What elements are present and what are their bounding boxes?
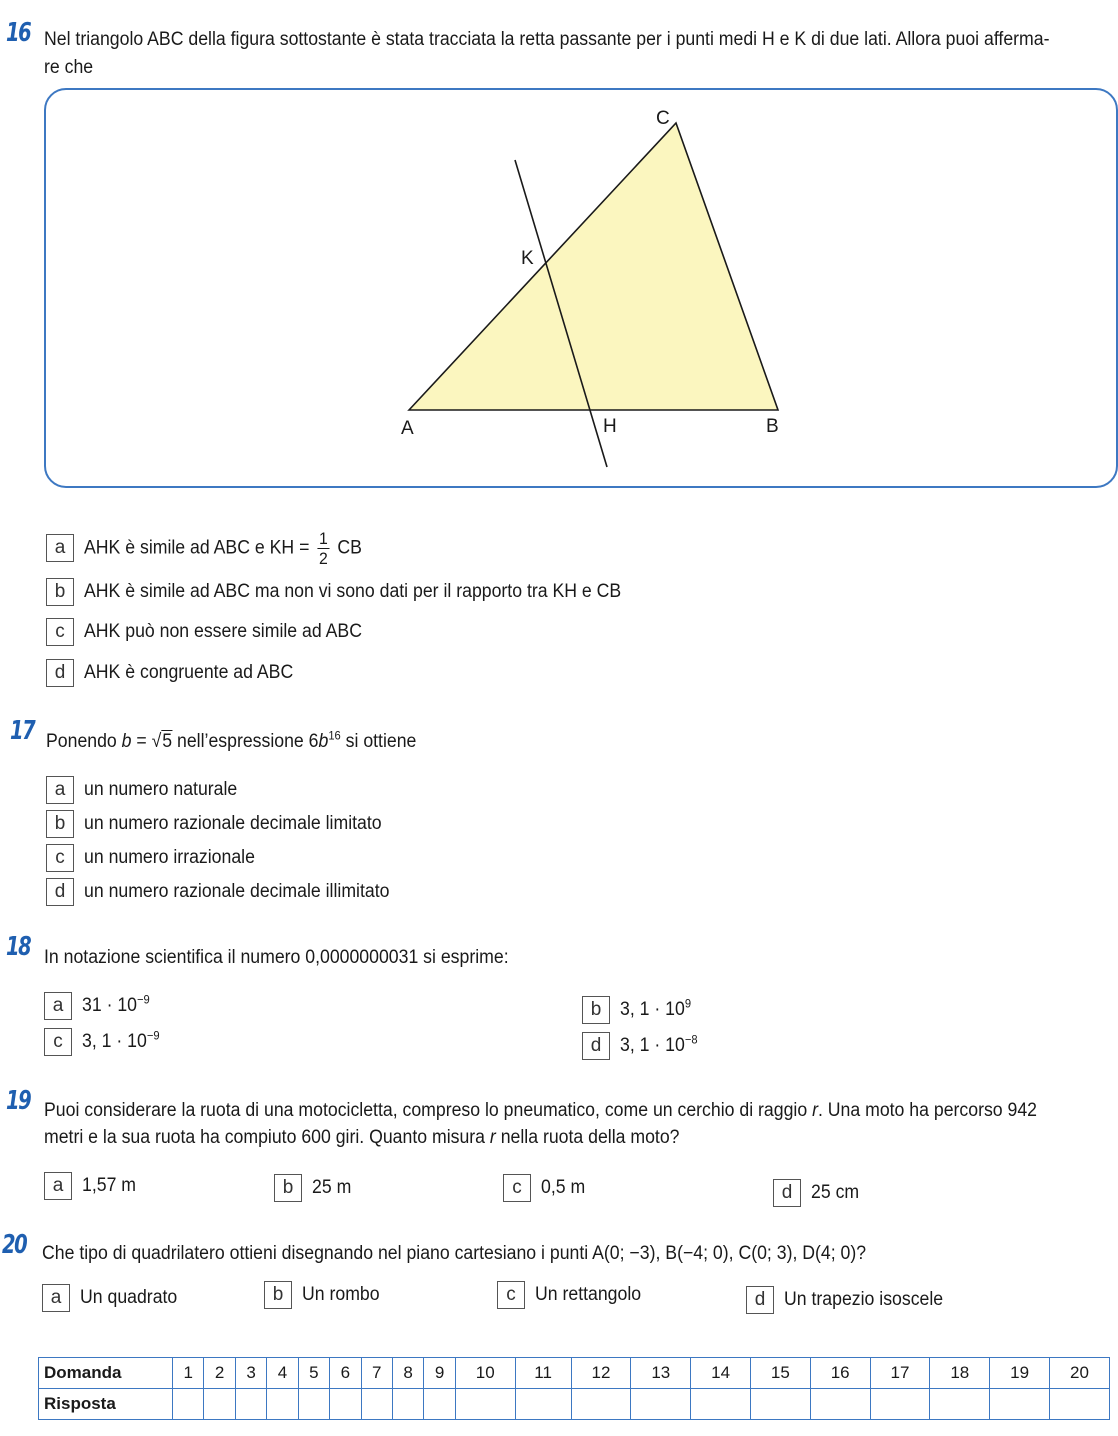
answer-cell[interactable] [691, 1389, 751, 1420]
option-letter-box: d [773, 1179, 801, 1207]
q20-option-b[interactable] [264, 1279, 385, 1311]
q16-option-b[interactable] [46, 576, 662, 608]
domanda-header: Domanda [39, 1358, 173, 1389]
question-col-20: 20 [1049, 1358, 1109, 1389]
q20-option-b-text: Un rombo [302, 1284, 380, 1305]
q20-option-a[interactable] [42, 1282, 185, 1314]
fraction-one-half [317, 529, 330, 568]
question-number-18: 18 [6, 932, 31, 962]
answer-table-answer-row [39, 1389, 1110, 1420]
q18-d-exp: −8 [684, 1032, 698, 1047]
answer-cell[interactable] [392, 1389, 423, 1420]
question-18-text: In notazione scientifica il numero 0,0000000031 si esprime: [44, 947, 509, 968]
option-letter-box: c [497, 1281, 525, 1309]
q20-option-a-text: Un quadrato [80, 1287, 178, 1308]
question-17-text [46, 728, 416, 755]
q18-option-b-text [620, 996, 692, 1021]
q16-option-d-text: AHK è congruente ad ABC [84, 662, 294, 683]
question-19-text-line1 [44, 1097, 1037, 1124]
q17-exponent: 16 [328, 728, 341, 743]
question-16-text-line1: Nel triangolo ABC della figura sottostante è stata tracciata la retta passante per i punti medi H e K di due lati. Allora puoi afferma- [44, 29, 1050, 50]
q17-option-d[interactable] [46, 876, 412, 908]
question-col-11: 11 [515, 1358, 571, 1389]
option-letter-box: c [46, 618, 74, 646]
question-16-text-line2: re che [44, 57, 94, 78]
q16-option-d[interactable] [46, 657, 309, 689]
q18-option-a[interactable] [44, 990, 155, 1022]
q17-option-b-text: un numero razionale decimale limitato [84, 813, 382, 834]
option-letter-box: c [44, 1028, 72, 1056]
option-letter-box: c [503, 1174, 531, 1202]
answer-cell[interactable] [810, 1389, 870, 1420]
q18-a-exp: −9 [137, 992, 150, 1007]
option-letter-box: d [582, 1032, 610, 1060]
q17-option-c[interactable] [46, 842, 268, 874]
q17-eq: = √ [131, 731, 162, 752]
q19-option-a-text: 1,57 m [82, 1175, 137, 1196]
question-col-2: 2 [204, 1358, 235, 1389]
q17-option-d-text: un numero razionale decimale illimitato [84, 881, 390, 902]
q17-text-post: si ottiene [340, 731, 417, 752]
q19-option-b-text: 25 m [312, 1177, 352, 1198]
answer-cell[interactable] [515, 1389, 571, 1420]
q16-a-text-post: CB [337, 537, 362, 559]
question-number-17: 17 [10, 716, 35, 746]
triangle-figure [46, 90, 1116, 486]
question-19-text-line2 [44, 1124, 679, 1151]
question-number-20: 20 [2, 1230, 27, 1260]
q20-option-d-text: Un trapezio isoscele [784, 1289, 944, 1310]
option-letter-box: c [46, 844, 74, 872]
q18-option-d[interactable] [582, 1030, 703, 1062]
q17-var-b2: b [318, 731, 329, 752]
q17-radicand: 5 [162, 731, 173, 752]
answer-cell[interactable] [235, 1389, 266, 1420]
answer-cell[interactable] [930, 1389, 990, 1420]
q19-var-r2: r [489, 1127, 496, 1148]
q18-d-base: 3, 1 · 10 [620, 1035, 685, 1056]
answer-cell[interactable] [361, 1389, 392, 1420]
q19-line1-post: . Una moto ha percorso 942 [817, 1100, 1038, 1121]
answer-cell[interactable] [750, 1389, 810, 1420]
question-col-9: 9 [424, 1358, 455, 1389]
q20-option-c-text: Un rettangolo [535, 1284, 642, 1305]
option-letter-box: d [46, 878, 74, 906]
q17-text-mid: nell’espressione 6 [172, 731, 319, 752]
answer-table [38, 1357, 1110, 1420]
q19-option-c[interactable] [503, 1172, 589, 1204]
question-number-19: 19 [6, 1086, 31, 1116]
question-col-17: 17 [870, 1358, 930, 1389]
question-number-16: 16 [6, 18, 31, 48]
option-letter-box: d [46, 659, 74, 687]
q16-option-a-text [84, 529, 362, 568]
q20-option-c[interactable] [497, 1279, 649, 1311]
q18-c-exp: −9 [146, 1028, 160, 1043]
answer-cell[interactable] [330, 1389, 361, 1420]
question-col-1: 1 [173, 1358, 204, 1389]
frac-numerator: 1 [318, 528, 328, 548]
q18-a-base: 31 · 10 [82, 995, 138, 1016]
option-letter-box: a [44, 1172, 72, 1200]
q18-option-c-text [82, 1028, 160, 1053]
risposta-header: Risposta [39, 1389, 173, 1420]
q19-line2-post: nella ruota della moto? [495, 1127, 680, 1148]
question-col-5: 5 [298, 1358, 329, 1389]
frac-denominator: 2 [318, 548, 328, 568]
q16-option-b-text: AHK è simile ad ABC ma non vi sono dati per il rapporto tra KH e CB [84, 581, 622, 602]
q18-option-c[interactable] [44, 1026, 165, 1058]
answer-cell[interactable] [870, 1389, 930, 1420]
answer-cell[interactable] [298, 1389, 329, 1420]
question-col-8: 8 [392, 1358, 423, 1389]
q17-option-a-text: un numero naturale [84, 779, 238, 800]
q18-option-b[interactable] [582, 994, 696, 1026]
q19-option-b[interactable] [274, 1172, 354, 1204]
question-col-12: 12 [571, 1358, 631, 1389]
option-letter-box: b [46, 810, 74, 838]
answer-cell[interactable] [267, 1389, 298, 1420]
question-col-16: 16 [810, 1358, 870, 1389]
q16-option-c[interactable] [46, 616, 383, 648]
q18-c-base: 3, 1 · 10 [82, 1031, 147, 1052]
q16-option-c-text: AHK può non essere simile ad ABC [84, 621, 362, 642]
option-letter-box: a [44, 992, 72, 1020]
q19-line1-pre: Puoi considerare la ruota di una motocicletta, compreso lo pneumatico, come un cerchio di raggio [44, 1100, 813, 1121]
q18-option-d-text [620, 1032, 698, 1057]
question-col-3: 3 [235, 1358, 266, 1389]
q19-line2-pre: metri e la sua ruota ha compiuto 600 giri. Quanto misura [44, 1127, 490, 1148]
q19-option-d[interactable] [773, 1177, 863, 1209]
question-col-14: 14 [691, 1358, 751, 1389]
q16-option-a[interactable] [46, 528, 383, 568]
q16-a-text-pre: AHK è simile ad ABC e KH = [84, 537, 310, 559]
question-20-text: Che tipo di quadrilatero ottieni disegnando nel piano cartesiano i punti A(0; −3), B(−4; 0), C(0; 3), D(4; 0)? [42, 1243, 867, 1264]
answer-cell[interactable] [1049, 1389, 1109, 1420]
question-col-19: 19 [990, 1358, 1050, 1389]
question-col-13: 13 [631, 1358, 691, 1389]
q19-option-d-text: 25 cm [811, 1182, 860, 1203]
answer-cell[interactable] [631, 1389, 691, 1420]
q19-option-c-text: 0,5 m [541, 1177, 586, 1198]
question-col-10: 10 [455, 1358, 515, 1389]
label-a: A [401, 418, 414, 439]
answer-table-header-row [39, 1358, 1110, 1389]
option-letter-box: b [264, 1281, 292, 1309]
triangle-figure-box [44, 88, 1118, 488]
question-col-18: 18 [930, 1358, 990, 1389]
question-col-6: 6 [330, 1358, 361, 1389]
option-letter-box: a [42, 1284, 70, 1312]
q18-b-exp: 9 [684, 996, 692, 1011]
question-col-7: 7 [361, 1358, 392, 1389]
q18-b-base: 3, 1 · 10 [620, 999, 685, 1020]
q20-option-d[interactable] [746, 1284, 955, 1316]
answer-cell[interactable] [455, 1389, 515, 1420]
label-k: K [521, 248, 534, 269]
option-letter-box: b [274, 1174, 302, 1202]
option-letter-box: d [746, 1286, 774, 1314]
q17-option-b[interactable] [46, 808, 404, 840]
answer-cell[interactable] [204, 1389, 235, 1420]
q17-var-b: b [121, 731, 132, 752]
question-col-4: 4 [267, 1358, 298, 1389]
q17-option-c-text: un numero irrazionale [84, 847, 255, 868]
label-h: H [603, 416, 617, 437]
q19-var-r: r [812, 1100, 818, 1121]
answer-cell[interactable] [571, 1389, 631, 1420]
q18-option-a-text [82, 992, 150, 1017]
triangle-abc [409, 123, 778, 410]
option-letter-box: a [46, 534, 74, 562]
label-c: C [656, 108, 670, 129]
question-col-15: 15 [750, 1358, 810, 1389]
label-b: B [766, 416, 779, 437]
answer-cell[interactable] [173, 1389, 204, 1420]
q19-option-a[interactable] [44, 1170, 140, 1202]
option-letter-box: b [582, 996, 610, 1024]
q17-option-a[interactable] [46, 774, 249, 806]
answer-cell[interactable] [990, 1389, 1050, 1420]
answer-cell[interactable] [424, 1389, 455, 1420]
q17-text-pre: Ponendo [46, 731, 122, 752]
option-letter-box: a [46, 776, 74, 804]
option-letter-box: b [46, 578, 74, 606]
